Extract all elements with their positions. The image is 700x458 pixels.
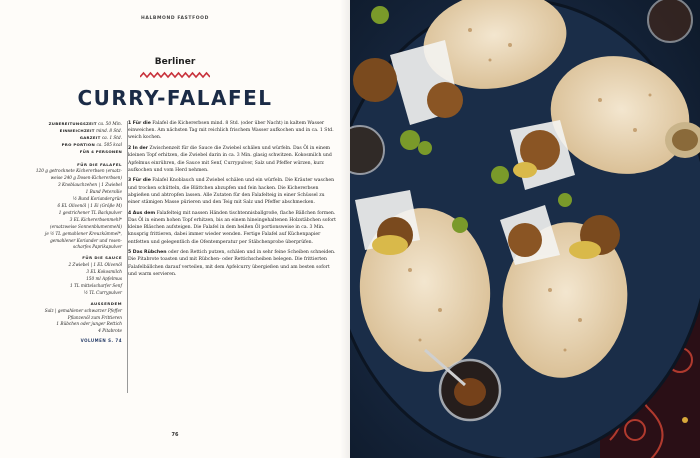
- ingredient: 2 Zwiebel | 1 EL Olivenöl: [68, 262, 122, 268]
- meta-row: PRO PORTION ca. 505 kcal: [61, 141, 122, 147]
- ingredient: (ersatzweise Sonnenblumenmehl): [50, 223, 122, 229]
- ingredient: weise 240 g Dosen-Kichererbsen): [50, 175, 122, 181]
- gutter-shadow: [340, 0, 350, 458]
- ingredient: 3 EL Kokosmilch: [86, 269, 122, 275]
- ingredient: 1 Bübchen oder junger Rettich: [56, 321, 122, 327]
- ingredient: gemahlener Koriander und rosen-: [50, 237, 122, 243]
- recipe-subtitle: Berliner: [154, 57, 196, 67]
- meta-row: ZUBEREITUNGSZEIT ca. 50 Min.: [48, 121, 122, 126]
- recipe-title: CURRY-FALAFEL: [77, 86, 273, 110]
- ingredient: 1 gestrichener TL Backpulver: [58, 209, 122, 215]
- ingredient: 1 Bund Petersilie: [85, 189, 122, 195]
- ingredient: Salz | gemahlener schwarzer Pfeffer: [44, 307, 122, 313]
- meta-row: EINWEICHZEIT mind. 8 Std.: [59, 127, 122, 133]
- volume-reference: VOLUMEN S. 74: [80, 338, 122, 344]
- step: 2 In der Zwischenzeit für die Sauce die Zwiebel schälen und würfeln. Das Öl in einem kleinen Topf erhitzen, die Zwiebel darin in ca. 3 Min. glasig schwitzen. Kokosmilch und Apfelmus einrühren, die Sauce mit Senf, Currypulver, Salz und Pfeffer würzen, kurz aufkochen und vom Herd nehmen.: [128, 146, 332, 173]
- ingredient: 6 EL Olivenöl | 1 Ei (Größe M): [57, 202, 122, 208]
- method-steps: [128, 120, 338, 282]
- ingredient: 120 g getrocknete Kichererbsen (ersatz-: [35, 168, 122, 174]
- ingredient: 3 Knoblauchzehen | 1 Zwiebel: [57, 182, 122, 188]
- meta-row: FÜR 4 PERSONEN: [79, 148, 122, 154]
- page-number: 76: [171, 432, 179, 438]
- food-photo: [350, 0, 700, 458]
- page-header: HALBMOND FASTFOOD: [141, 16, 209, 21]
- ingredient: je ½ TL gemahlener Kreuzkümmel*,: [45, 230, 122, 236]
- ingredient: ½ TL Currypulver: [83, 289, 122, 295]
- extra-heading: AUSSERDEM: [90, 300, 122, 306]
- step: 1 Für die Falafel die Kichererbsen mind. 8 Std. (oder über Nacht) in kaltem Wasser einweichen. Am nächsten Tag mit reichlich frischem Wasser aufkochen und in ca. 1 Std. weich kochen.: [128, 121, 334, 141]
- ingredient: scharfes Paprikapulver: [73, 244, 122, 250]
- zigzag-ornament: [140, 71, 210, 79]
- ingredient: Pflanzenöl zum Frittieren: [67, 314, 122, 320]
- falafel-heading: FÜR DIE FALAFEL: [77, 161, 122, 167]
- ingredient: 3 EL Kichererbsenmehl*: [69, 216, 122, 222]
- step: 3 Für die Falafel Knoblauch und Zwiebel schälen und ein würfeln. Die Kräuter waschen und trocken schütteln, die Blättchen abzupfen und fein hacken. Die Kichererbsen abgießen und abtropfen lassen. Alle Zutaten für den Falafelteig in einer Schüssel zu einer stämigen Masse pürieren und den Teig mit Salz und Pfeffer abschmecken.: [128, 178, 335, 206]
- sauce-heading: FÜR DIE SAUCE: [82, 255, 122, 261]
- ingredient: 1 TL mittelscharfer Senf: [69, 282, 122, 288]
- ingredient: ½ Bund Koriandergrün: [72, 196, 122, 202]
- meta-row: GARZEIT ca. 1 Std.: [79, 134, 122, 140]
- falafel-photo-illustration: [350, 0, 700, 458]
- step: 4 Aus dem Falafelteig mit nassen Händen tischtennisballgroße, flache Bällchen formen. Das Öl in einem hohen Topf erhitzen, bis an einem hineingehaltenen Holzstäbchen sofort kleine Bläschen aufsteigen. Die Falafel in dem heißen Öl portionsweise in ca. 3 Min. knusprig frittieren, dabei immer wieder wenden. Fertige Falafel auf Küchenpapier entfetten und gelegentlich die Ofentemperatur per Stäbchenprobe überprüfen.: [128, 210, 337, 245]
- ingredient: 4 Pitabrote: [98, 328, 122, 334]
- step: 5 Das Rübchen oder den Rettich putzen, schälen und in sehr feine Scheiben schneiden. Die Pitabrote toasten und mit Rübchen- oder Rettichscheiben belegen. Die frittierten Falafelbällchen darauf verteilen, mit dem Apfelcurry übergießen und am besten sofort und warm servieren.: [128, 250, 336, 277]
- ingredient: 150 ml Apfelmus: [86, 276, 122, 282]
- ingredients-sidebar: [14, 121, 122, 345]
